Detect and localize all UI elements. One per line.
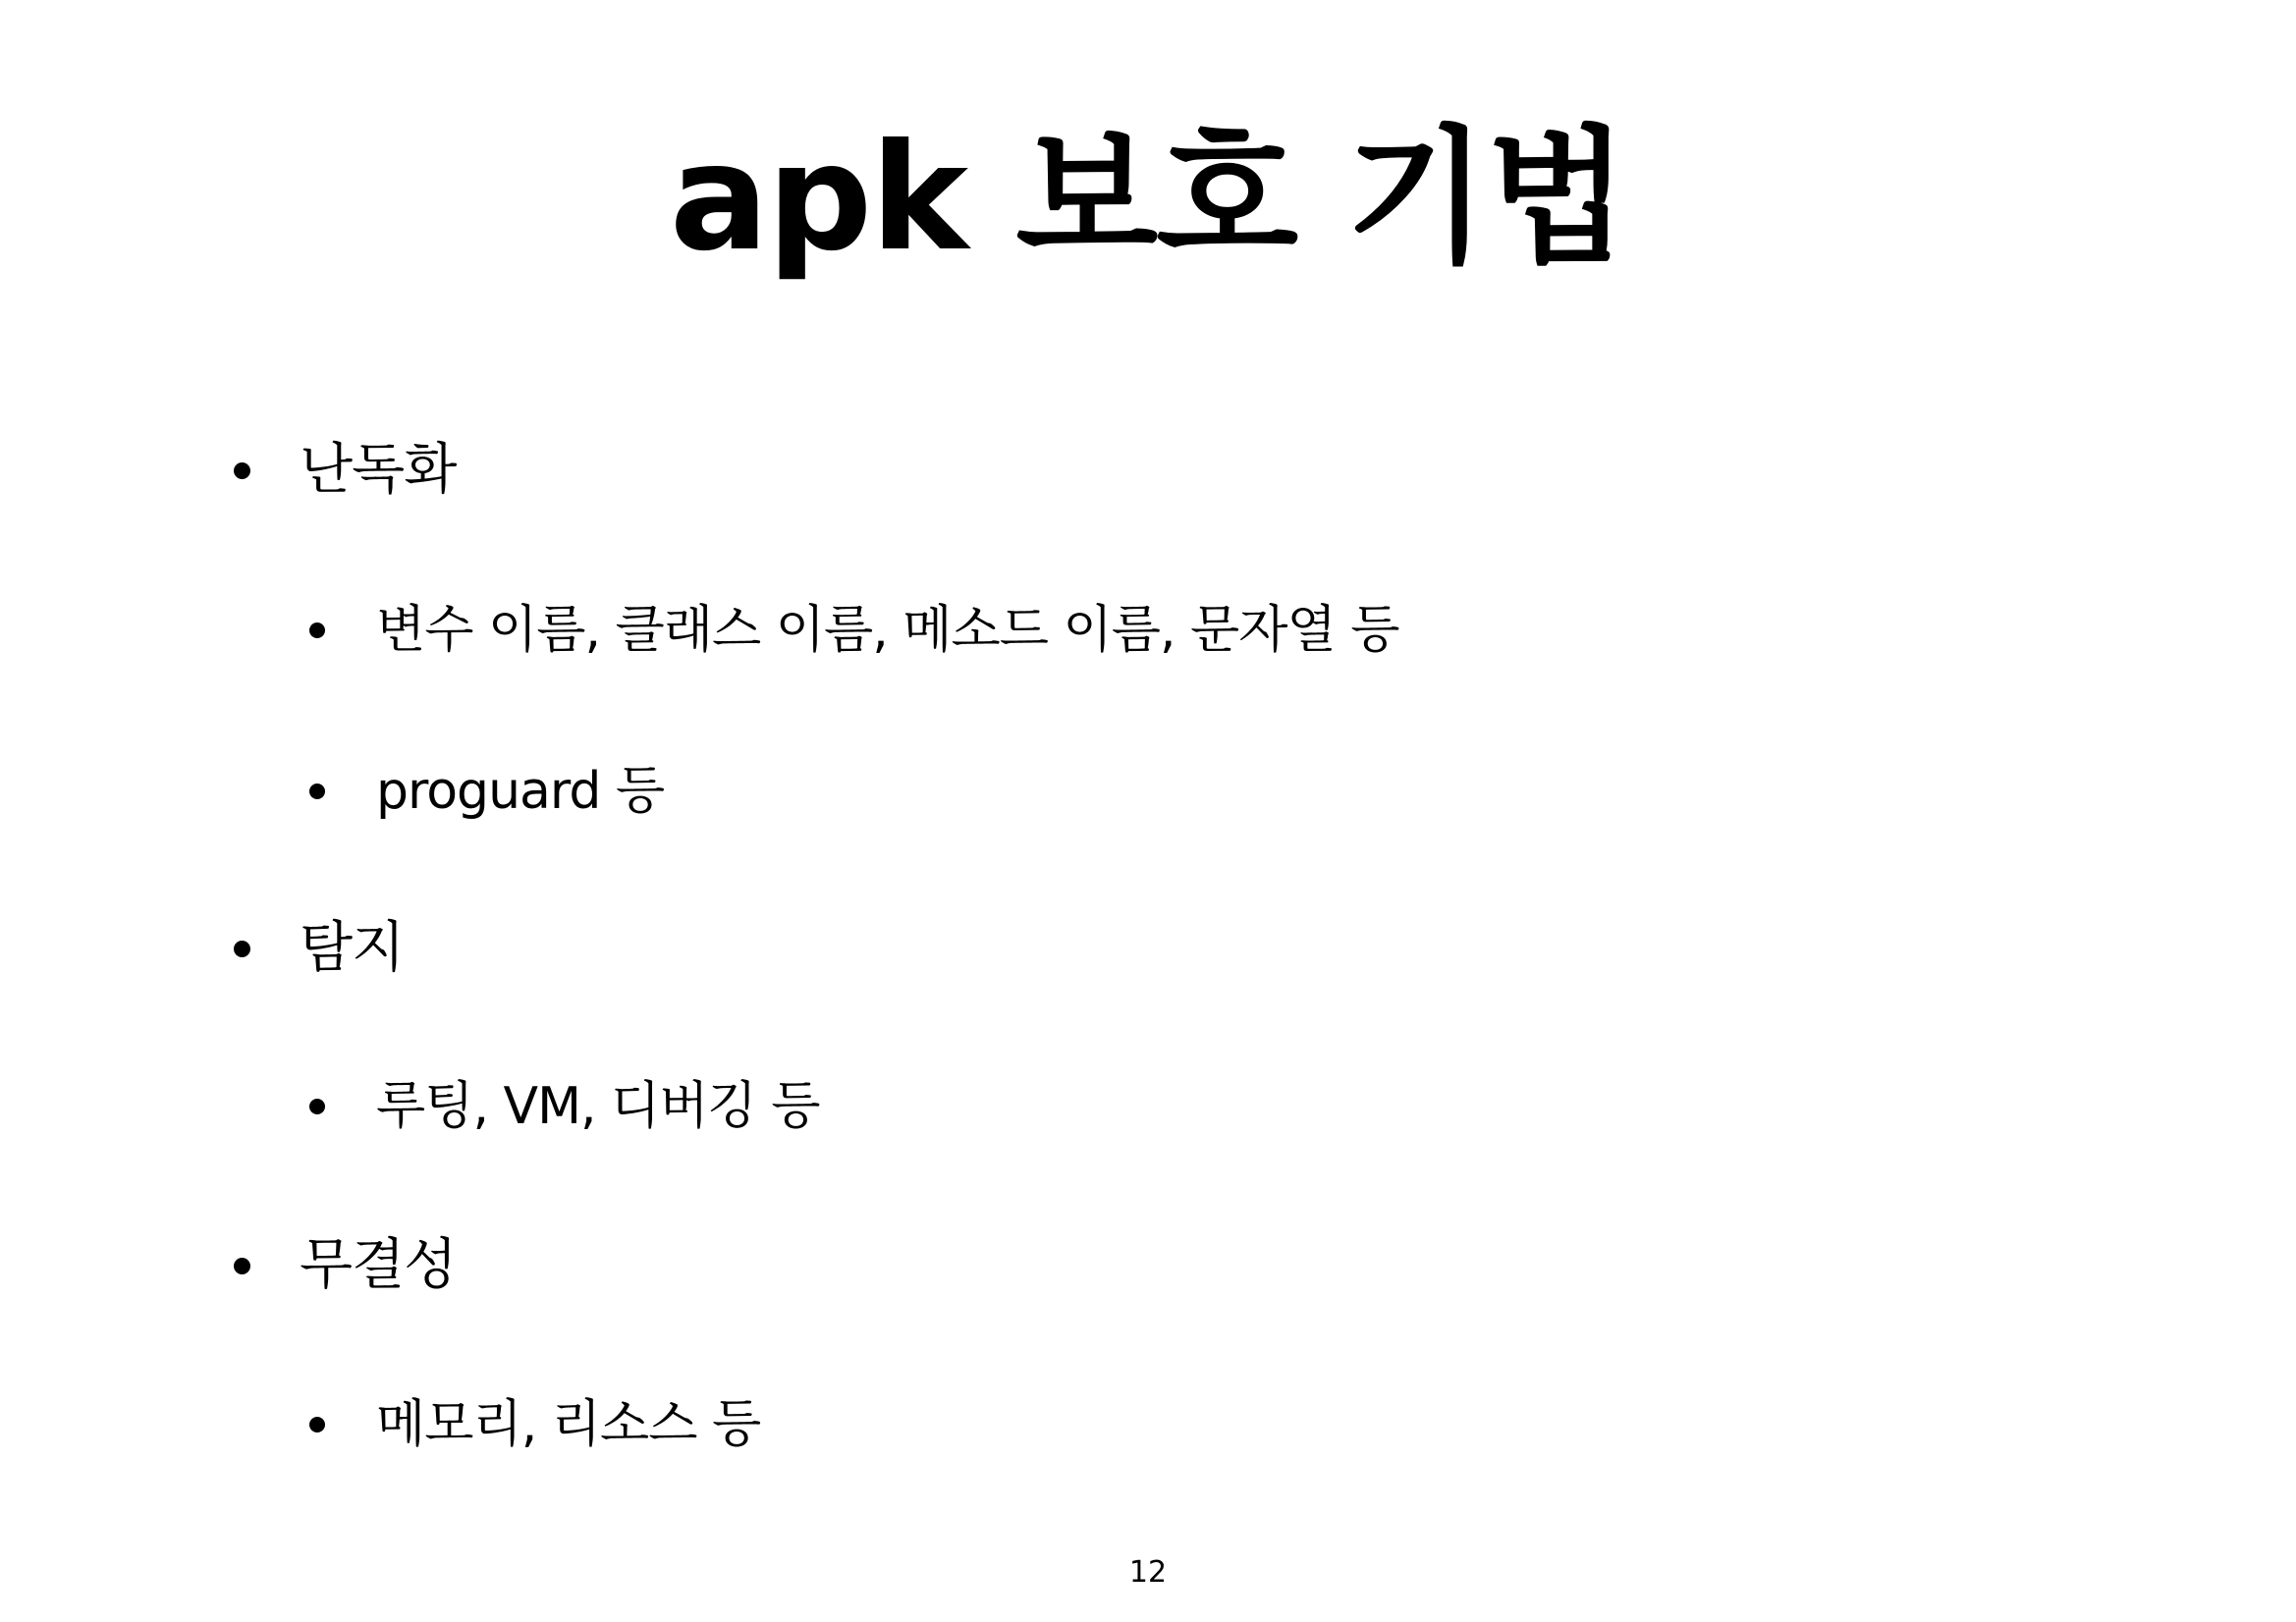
- bullet-dot-icon: [234, 462, 250, 479]
- bullet-text: 루팅, VM, 디버깅 등: [376, 1077, 820, 1136]
- bullet-dot-icon: [234, 941, 250, 957]
- bullet-text: 난독화: [300, 438, 457, 502]
- bullet-text: 탐지: [300, 916, 405, 980]
- bullet-text: proguard 등: [376, 762, 665, 821]
- bullet-dot-icon: [309, 1417, 325, 1433]
- page-number: 12: [1128, 1555, 1168, 1590]
- sub-bullet-item-obfuscation-targets: [309, 601, 1399, 660]
- bullet-item-integrity: [234, 1233, 457, 1297]
- bullet-item-detection: [234, 916, 405, 980]
- bullet-dot-icon: [234, 1258, 250, 1274]
- sub-bullet-item-proguard: [309, 762, 665, 821]
- bullet-text: 무결성: [300, 1233, 457, 1297]
- bullet-text: 변수 이름, 클래스 이름, 메소드 이름, 문자열 등: [376, 601, 1399, 660]
- bullet-dot-icon: [309, 622, 325, 638]
- bullet-text: 메모리, 리소스 등: [376, 1395, 761, 1454]
- bullet-dot-icon: [309, 784, 325, 799]
- slide-title: apk 보호 기법: [669, 113, 1627, 284]
- sub-bullet-item-integrity-targets: [309, 1395, 761, 1454]
- bullet-dot-icon: [309, 1099, 325, 1114]
- bullet-item-obfuscation: [234, 438, 457, 502]
- sub-bullet-item-detection-targets: [309, 1077, 820, 1136]
